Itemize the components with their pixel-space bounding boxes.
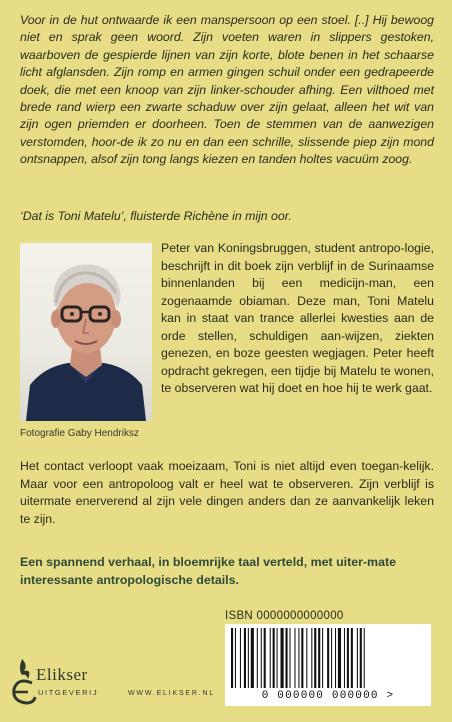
barcode-digits: 0 000000 000000 > [261,690,395,702]
barcode-bar [257,628,258,688]
barcode-bar [364,628,365,688]
publisher-subtitle: UITGEVERIJ [38,688,99,697]
barcode-bar [360,628,362,688]
barcode-bar [270,628,271,688]
quote-line: ‘Dat is Toni Matelu’, fluisterde Richène in mijn oor. [20,209,292,223]
summary-paragraph: Het contact verloopt vaak moeizaam, Toni is niet altijd even toegan-kelijk. Maar voor een antropoloog valt er heel wat te observeren. Zijn verblijf is uitermate enerverend al zijn vele dingen anders dan ze aanvankelijk leken te zijn. [20,459,434,526]
barcode-bar [351,628,353,688]
barcode-bar [327,628,329,688]
barcode-bar [335,628,336,688]
author-photo [20,243,152,421]
tagline: Een spannend verhaal, in bloemrijke taal verteld, met uiter-mate interessante antropologische details. [20,555,396,587]
barcode-bar [331,628,332,688]
barcode-bar [318,628,320,688]
barcode-bar [261,628,262,688]
barcode-bar [235,628,236,688]
barcode-bar [311,628,312,688]
barcode-bar [294,628,295,688]
barcode-bar [298,628,299,688]
barcode-bar [357,628,358,688]
publisher-website: WWW.ELIKSER.NL [128,690,216,697]
author-bio: Peter van Koningsbruggen, student antropo-logie, beschrijft in dit boek zijn verblijf in de Surinaamse binnenlanden bij een medicijn-man, een zogenaamde obiaman. Deze man, Toni Matelu kan in staat van trance allerlei kwesties aan de orde stellen, schuldigen aan-wijzen, ziekten genezen, en boze geesten wegjagen. Peter heeft opdracht gekregen, een tijdje bij Matelu te wonen, te observeren wat hij doet en hoe hij te werk gaat. [161,241,434,395]
publisher-logo [8,655,116,707]
barcode-bar [273,628,275,688]
barcode-bar [277,628,278,688]
photo-caption: Fotografie Gaby Hendriksz [20,428,139,439]
barcode-bar [347,628,349,688]
isbn-barcode [225,624,431,706]
barcode-bar [322,628,323,688]
barcode-bar [286,628,288,688]
barcode-bar [231,628,233,688]
intro-excerpt: Voor in de hut ontwaarde ik een manspersoon op een stoel. [..] Hij bewoog niet en sprak geen woord. Zijn voeten waren in slippers gestoken, waarboven de gespierde lijnen van zijn korte, blote benen in het schaarse licht afglansden. Zijn romp en armen gingen schuil onder een gedrapeerde doek, die met een knoop van zijn linker-schouder afhing. Een vilthoed met brede rand wierp een zwarte schaduw over zijn gelaat, alleen het wit van zijn ogen priemden er doorheen. Toen de stemmen van de aanwezigen verstomden, hoor-de ik zo nu en dan een schrille, slissende piep zijn mond ontsnappen, alsof zijn tong langs kiezen en tanden holtes vacuüm zoog. [20,13,434,167]
barcode-bar [264,628,266,688]
barcode-bar [344,628,345,688]
author-portrait-image [20,243,152,421]
barcode-bar [289,628,290,688]
barcode-bar [244,628,246,688]
barcode-bars [229,628,427,688]
barcode-bar [306,628,307,688]
barcode-bar [314,628,316,688]
barcode-bar [240,628,241,688]
barcode-bar [281,628,284,688]
barcode-bar [248,628,249,688]
barcode-bar [338,628,341,688]
barcode-bar [301,628,303,688]
isbn-label: ISBN 0000000000000 [225,610,344,622]
flame-e-icon [8,655,38,707]
publisher-name: Elikser [36,665,88,684]
barcode-bar [251,628,254,688]
